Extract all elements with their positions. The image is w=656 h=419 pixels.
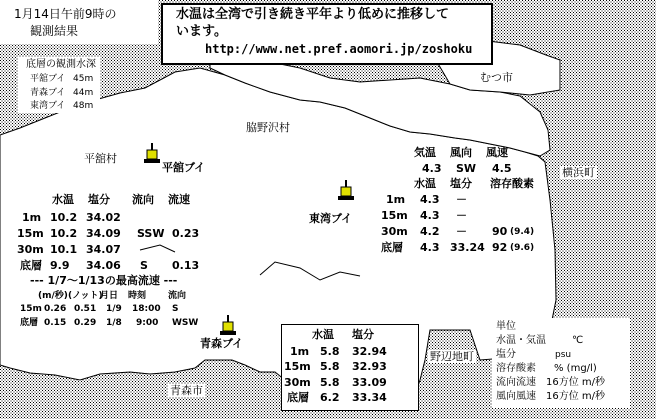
weather-header: 気温 — [414, 146, 436, 159]
weather-header: 風速 — [486, 146, 508, 159]
max-cell: 1/9 — [106, 304, 122, 314]
max-cell: 0.26 — [44, 304, 67, 314]
col-header: 溶存酸素 — [490, 177, 534, 190]
depth-legend-depth: 44m — [73, 88, 94, 98]
depth-legend-buoy: 青森ブイ — [30, 88, 66, 98]
max-col-header: 月日 — [100, 291, 119, 301]
cell-temp: 6.2 — [320, 391, 340, 404]
col-header: 塩分 — [450, 177, 472, 190]
units-title: 単位 — [496, 321, 516, 332]
cell-temp: 5.8 — [320, 360, 340, 373]
aomori-buoy-label: 青森ブイ — [200, 337, 244, 350]
row-depth: 1m — [290, 345, 310, 358]
place-wakinosawa: 脇野沢村 — [246, 121, 290, 134]
cell-direction: SSW — [137, 227, 165, 240]
max-col-header: (m/秒) — [38, 291, 68, 301]
col-header: 塩分 — [352, 328, 374, 341]
units-item: 流向流速 — [496, 377, 536, 388]
max-col-header: 時刻 — [128, 291, 147, 301]
cell-oxygen: 90 — [492, 225, 508, 238]
units-item: 風向風速 — [496, 391, 536, 402]
aomori-buoy-icon[interactable] — [218, 315, 238, 339]
cell-salinity: 34.09 — [86, 227, 121, 240]
row-depth: 30m — [284, 376, 311, 389]
max-current-title: --- 1/7～1/13の最高流速 --- — [30, 274, 178, 287]
cell-oxygen-mg: (9.4) — [510, 227, 535, 237]
max-cell: WSW — [172, 318, 199, 328]
cell-salinity: － — [456, 193, 467, 206]
depth-legend-depth: 48m — [73, 101, 94, 111]
row-depth: 30m — [17, 243, 44, 256]
hiranai-buoy-label: 平舘ブイ — [162, 161, 206, 174]
cell-temp: 4.3 — [420, 241, 440, 254]
place-hiranai: 平舘村 — [84, 152, 117, 165]
cell-temp: 4.3 — [420, 193, 440, 206]
cell-salinity: 34.06 — [86, 259, 121, 272]
units-value: 16方位 m/秒 — [546, 391, 606, 402]
col-header: 流向 — [132, 193, 154, 206]
cell-speed: 0.13 — [172, 259, 200, 272]
max-cell: 1/8 — [106, 318, 122, 328]
weather-header: 風向 — [450, 146, 472, 159]
col-header: 水温 — [52, 193, 74, 206]
max-cell: 0.51 — [74, 304, 97, 314]
units-value: ℃ — [572, 335, 584, 346]
cell-temp: 5.8 — [320, 345, 340, 358]
place-aomori: 青森市 — [170, 384, 203, 397]
max-col-header: 流向 — [168, 291, 187, 301]
row-depth: 底層 — [287, 391, 309, 404]
cell-salinity: 33.24 — [450, 241, 485, 254]
cell-oxygen: 92 — [492, 241, 508, 254]
higashi-buoy-icon[interactable] — [336, 180, 356, 204]
higashi-buoy-label: 東湾ブイ — [309, 212, 353, 225]
row-depth: 1m — [386, 193, 406, 206]
summary-line-1: 水温は全湾で引き続き平年より低めに推移して — [176, 7, 450, 22]
cell-temp: 10.1 — [50, 243, 78, 256]
cell-temp: 10.2 — [50, 227, 78, 240]
row-depth: 15m — [381, 209, 408, 222]
units-value: % (mg/l) — [554, 363, 597, 374]
cell-temp: 5.8 — [320, 376, 340, 389]
row-depth: 1m — [22, 211, 42, 224]
row-depth: 底層 — [20, 259, 42, 272]
source-url[interactable]: http://www.net.pref.aomori.jp/zoshoku — [205, 42, 473, 56]
place-yokohama: 横浜町 — [562, 166, 595, 179]
weather-value: 4.5 — [492, 162, 512, 175]
cell-oxygen-mg: (9.6) — [510, 243, 535, 253]
row-depth: 30m — [381, 225, 408, 238]
row-depth: 15m — [284, 360, 311, 373]
place-noheji: 野辺地町 — [430, 350, 474, 363]
max-cell: 0.29 — [74, 318, 97, 328]
units-value: 16方位 m/秒 — [546, 377, 606, 388]
cell-salinity: 34.07 — [86, 243, 121, 256]
depth-legend-buoy: 平舘ブイ — [30, 74, 66, 84]
depth-legend-buoy: 東湾ブイ — [30, 101, 66, 111]
summary-line-2: います。 — [176, 24, 227, 39]
observation-title: 観測結果 — [30, 24, 79, 38]
cell-temp: 9.9 — [50, 259, 70, 272]
place-mutsu: むつ市 — [480, 71, 513, 84]
observation-time: 1月14日午前9時の — [14, 7, 117, 21]
units-item: 溶存酸素 — [496, 363, 536, 374]
cell-salinity: 32.94 — [352, 345, 387, 358]
cell-speed: 0.23 — [172, 227, 200, 240]
cell-salinity: 34.02 — [86, 211, 121, 224]
cell-salinity: － — [456, 209, 467, 222]
row-depth: 底層 — [381, 241, 403, 254]
cell-temp: 10.2 — [50, 211, 78, 224]
col-header: 水温 — [312, 328, 334, 341]
units-value: psu — [555, 350, 572, 360]
max-col-header: (ノット) — [68, 291, 103, 301]
col-header: 塩分 — [88, 193, 110, 206]
units-item: 塩分 — [496, 349, 516, 360]
max-cell: 9:00 — [136, 318, 159, 328]
max-row-depth: 15m — [20, 304, 42, 314]
col-header: 水温 — [414, 177, 436, 190]
weather-value: SW — [456, 162, 477, 175]
cell-salinity: － — [456, 225, 467, 238]
cell-temp: 4.2 — [420, 225, 440, 238]
cell-salinity: 33.34 — [352, 391, 387, 404]
row-depth: 15m — [17, 227, 44, 240]
max-cell: 0.15 — [44, 318, 67, 328]
units-item: 水温・気温 — [496, 335, 546, 346]
col-header: 流速 — [168, 193, 190, 206]
max-cell: S — [172, 304, 179, 314]
cell-temp: 4.3 — [420, 209, 440, 222]
weather-value: 4.3 — [422, 162, 442, 175]
cell-salinity: 32.93 — [352, 360, 387, 373]
max-cell: 18:00 — [132, 304, 161, 314]
cell-salinity: 33.09 — [352, 376, 387, 389]
hiranai-buoy-icon[interactable] — [142, 143, 162, 167]
depth-legend-depth: 45m — [73, 74, 94, 84]
depth-legend-title: 底層の観測水深 — [26, 59, 96, 70]
cell-direction: S — [140, 259, 148, 272]
max-row-depth: 底層 — [20, 318, 39, 328]
